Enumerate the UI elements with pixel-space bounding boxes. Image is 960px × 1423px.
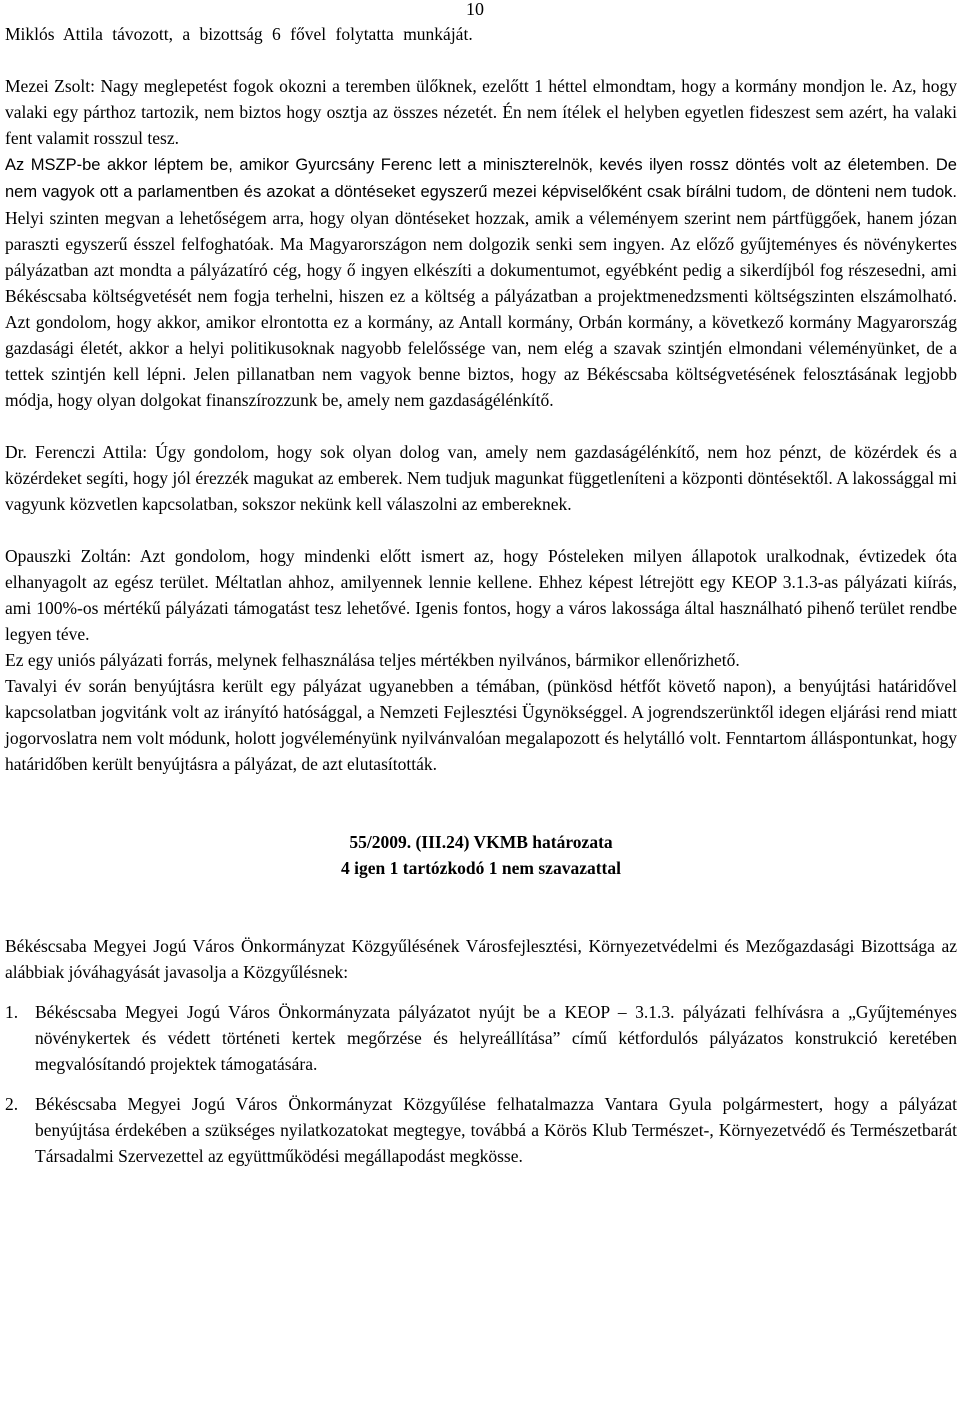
paragraph-departure: Miklós Attila távozott, a bizottság 6 fővel folytatta munkáját. [5, 24, 473, 44]
mezei-part-2: Az MSZP-be akkor léptem be, amikor Gyurcsány Ferenc lett a miniszterelnök, kevés ilyen rossz döntés volt az életemben. [5, 156, 930, 174]
mezei-part-1: Mezei Zsolt: Nagy meglepetést fogok okozni a teremben ülőknek, ezelőtt 1 héttel elmondtam, hogy a kormány mondjon le. Az, hogy valaki egy párthoz tartozik, nem biztos hogy osztja az összes nézetét. Én nem ítélek el helyben egyetlen fideszest sem azért, ha valaki fent valamit rosszul tesz. [5, 76, 957, 148]
spacer [5, 47, 957, 73]
decision-vote: 4 igen 1 tartózkodó 1 nem szavazattal [341, 858, 621, 878]
page-number: 10 [466, 0, 484, 19]
mezei-part-3: De nem vagyok ott a parlamentben és azokat a döntéseket egyszerű mezei képviselőként csak bírálni tudom, de dönteni nem tudok. [5, 156, 957, 201]
mezei-part-4: Helyi szinten megvan a lehetőségem arra, hogy olyan döntéseket hozzak, amik a véleményem szerint nem pártfüggőek, hanem józan paraszti egyszerű ésszel felfoghatóak. Ma Magyarországon nem dolgozik senki sem ingyen. Az előző gyűjteményes és növénykertes pályázatban azt mondta a pályázatíró cég, hogy ő ingyen elkészíti a dokumentumot, egyébként pedig a sikerdíjból fog részesedni, ami Békéscsaba költségvetését nem fogja terhelni, hiszen ez a költség a pályázatban a projektmenedzsmenti költségszinten elszámolható. Azt gondolom, hogy akkor, amikor elrontotta ez a kormány, az Antall kormány, Orbán kormány, a következő kormány Magyarország gazdasági életét, akkor a helyi politikusoknak nagyobb felelőssége van, nem elég a szavak szintjén elmondani véleményünket, de a tettek szintjén kell lépni. Jelen pillanatban nem vagyok benne biztos, hogy az Békéscsaba költségvetésének felosztásának legjobb módja, hogy olyan dolgokat finanszírozzunk be, amely nem gazdaságélénkítő. [5, 208, 957, 410]
spacer [5, 777, 957, 829]
decision-item-number: 2. [5, 1094, 19, 1114]
decision-item-text: Békéscsaba Megyei Jogú Város Önkormányzat Közgyűlése felhatalmazza Vantara Gyula polgármestert, hogy a pályázat benyújtása érdekében a szükséges nyilatkozatokat megtegye, továbbá a Körös Klub Természet-, Környezetvédő és Természetbarát Társadalmi Szervezettel az együttműködési megállapodást megkösse. [35, 1094, 957, 1166]
spacer [5, 1077, 957, 1091]
decision-items [5, 999, 957, 1169]
paragraph-eu-funding: Ez egy uniós pályázati forrás, melynek felhasználása teljes mértékben nyilvános, bármikor ellenőrizhető. [5, 650, 740, 670]
paragraph-opauszki-zoltan: Opauszki Zoltán: Azt gondolom, hogy mindenki előtt ismert az, hogy Pósteleken milyen állapotok uralkodnak, évtizedek óta elhanyagolt az egész terület. Méltatlan ahhoz, amilyennek lennie kellene. Ehhez képest létrejött egy KEOP 3.1.3-as pályázati kiírás, ami 100%-os mértékű pályázati támogatást tesz lehetővé. Igenis fontos, hogy a város lakossága által használható pihenő terület rendbe legyen téve. [5, 546, 957, 644]
paragraph-previous-application: Tavalyi év során benyújtásra került egy pályázat ugyanebben a témában, (pünkösd hétfőt követő napon), a benyújtási határidővel kapcsolatban jogvitánk volt az irányító hatósággal, a Nemzeti Fejlesztési Ügynökséggel. A jogrendszerünktől idegen eljárási rend miatt jogorvoslatra nem volt módunk, holott jogvéleményünk nyilvánvalóan megalapozott és helytálló volt. Fenntartom álláspontunkat, hogy határidőben került benyújtásra a pályázat, de azt elutasították. [5, 676, 957, 774]
decision-item [5, 999, 957, 1077]
paragraph-mezei-zsolt [5, 73, 957, 413]
decision-item-number: 1. [5, 1002, 19, 1022]
spacer [5, 881, 957, 933]
decision-item-text: Békéscsaba Megyei Jogú Város Önkormányzata pályázatot nyújt be a KEOP – 3.1.3. pályázati felhívásra a „Gyűjteményes növénykertek és védett történeti kertek megőrzése és helyreállítása” című kétfordulós pályázatos konstrukció keretében megvalósítandó projektek támogatására. [35, 1002, 957, 1074]
decision-title: 55/2009. (III.24) VKMB határozata [349, 832, 613, 852]
paragraph-ferenczi-attila: Dr. Ferenczi Attila: Úgy gondolom, hogy sok olyan dolog van, amely nem gazdaságélénkítő, nem hoz pénzt, de közérdek és a közérdeket segíti, hogy jól érezzék magukat az emberek. Nem tudjuk magunkat függetleníteni a központi döntésektől. A lakossággal mi vagyunk közvetlen kapcsolatban, sokszor nekünk kell válaszolni az embereknek. [5, 442, 957, 514]
decision-item [5, 1091, 957, 1169]
spacer [5, 985, 957, 999]
spacer [5, 413, 957, 439]
spacer [5, 517, 957, 543]
decision-intro: Békéscsaba Megyei Jogú Város Önkormányzat Közgyűlésének Városfejlesztési, Környezetvédelmi és Mezőgazdasági Bizottsága az alábbiak jóváhagyását javasolja a Közgyűlésnek: [5, 936, 957, 982]
document-body [5, 21, 957, 1169]
